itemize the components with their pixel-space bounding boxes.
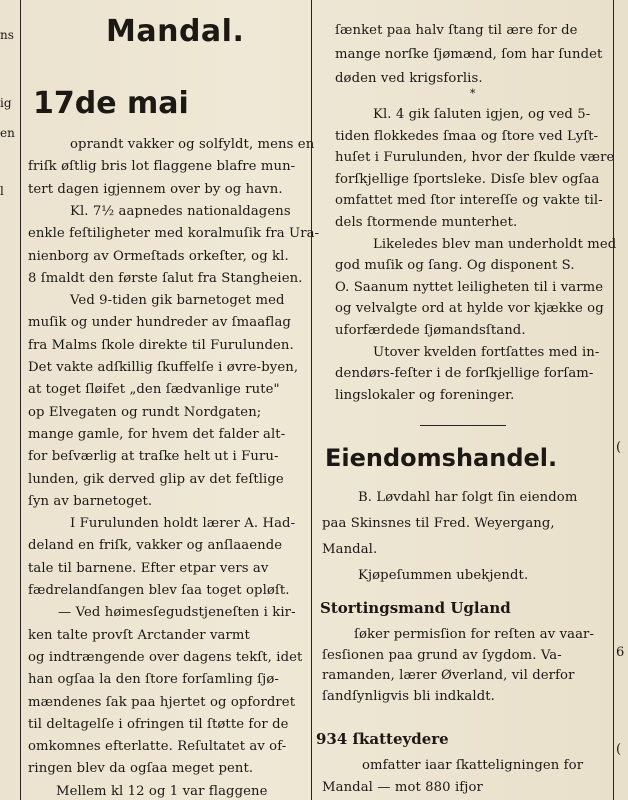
text-line: huſet i Furulunden, hvor der ſkulde være xyxy=(335,150,615,166)
text-line: omkomnes efterlatte. Reſultatet av of- xyxy=(28,739,287,755)
text-line: og indtrængende over dagens tekſt, idet xyxy=(28,649,303,665)
text-line: friſk øſtlig bris lot flaggene blafre mun- xyxy=(28,159,296,175)
text-line: Kjøpeſummen ubekjendt. xyxy=(358,568,529,583)
column-rule-middle xyxy=(311,0,312,800)
text-line: Likeledes blev man underholdt med xyxy=(373,236,617,252)
article-heading-17-mai: 17de mai xyxy=(33,86,189,121)
text-line: og velvalgte ord at hylde vor kjække og xyxy=(335,301,604,317)
text-line: op Elvegaten og rundt Nordgaten; xyxy=(28,404,262,420)
margin-fragment: ns xyxy=(0,28,14,42)
left-margin-fragments xyxy=(0,0,14,800)
text-line: enkle feſtiligheter med koralmuſik fra Ura- xyxy=(28,226,320,242)
text-line: fra Malms ſkole direkte til Furulunden. xyxy=(28,337,294,353)
text-line: dels ſtormende munterhet. xyxy=(335,215,518,230)
right-margin-fragments xyxy=(616,0,628,800)
text-line: B. Løvdahl har ſolgt ſin eiendom xyxy=(358,490,578,505)
text-line: tert dagen igjennem over by og havn. xyxy=(28,181,283,197)
text-line: ſyn av barnetoget. xyxy=(28,493,153,509)
text-line: ringen blev da ogſaa meget pent. xyxy=(28,761,254,777)
margin-fragment: ( xyxy=(616,742,622,757)
article-heading-skatteydere: 934 ſkatteydere xyxy=(316,730,449,748)
text-line: O. Saanum nyttet leiligheten til i varme xyxy=(335,279,604,295)
text-line: mændenes ſak paa hjertet og opfordret xyxy=(28,694,296,710)
text-line: Ved 9-tiden gik barnetoget med xyxy=(70,293,285,309)
text-line: Kl. 7½ aapnedes nationaldagens xyxy=(70,203,291,219)
text-line: mange gamle, for hvem det falder alt- xyxy=(28,426,286,442)
margin-fragment: l xyxy=(0,184,4,198)
text-line: omfattet med ſtor intereſſe og vakte til- xyxy=(335,193,603,209)
text-line: for beſværlig at traſke helt ut i Furu- xyxy=(28,449,279,465)
column-rule-left xyxy=(20,0,21,800)
text-line: tale til barnene. Efter etpar vers av xyxy=(28,560,269,576)
text-line: Mandal. xyxy=(322,542,378,557)
text-line: Mandal — mot 880 ifjor xyxy=(322,780,483,795)
column-rule-right xyxy=(613,0,614,800)
text-line: til deltagelſe i ofringen til ſtøtte for de xyxy=(28,716,289,732)
text-line: paa Skinsnes til Fred. Weyergang, xyxy=(322,516,555,531)
text-line: 8 ſmaldt den første ſalut fra Stangheien. xyxy=(28,270,303,286)
margin-fragment: en xyxy=(0,126,15,140)
text-line: Det vakte adſkillig ſkuffelſe i øvre-byen, xyxy=(28,360,299,375)
margin-fragment: ( xyxy=(616,440,622,455)
article-heading-stortingsmand: Stortingsmand Ugland xyxy=(320,599,511,617)
text-line: døden ved krigsforlis. xyxy=(335,71,483,86)
text-line: Mellem kl 12 og 1 var flaggene xyxy=(56,783,268,799)
text-line: oprandt vakker og solfyldt, mens en xyxy=(70,137,315,152)
text-line: ſøker permisſion for reſten av vaar- xyxy=(354,627,595,642)
text-line: omfatter iaar ſkatteligningen for xyxy=(362,758,584,773)
text-line: — Ved høimesſegudstjeneſten i kir- xyxy=(58,605,296,621)
margin-fragment: 6 xyxy=(616,645,625,660)
article-heading-eiendomshandel: Eiendomshandel. xyxy=(325,444,558,472)
text-line: lingslokaler og foreninger. xyxy=(335,387,515,403)
text-line: mange norſke ſjømænd, ſom har ſundet xyxy=(335,47,603,62)
text-line: uforfærdede ſjømandsſtand. xyxy=(335,323,526,338)
text-line: Utover kvelden fortſattes med in- xyxy=(373,344,600,360)
text-line: ken talte provſt Arctander varmt xyxy=(28,627,250,643)
text-line: Kl. 4 gik ſaluten igjen, og ved 5- xyxy=(373,107,591,122)
text-line: ſænket paa halv ſtang til ære for de xyxy=(335,23,578,38)
text-line: nienborg av Ormeſtads orkeſter, og kl. xyxy=(28,248,289,264)
text-line: forſkjellige ſportsleke. Disſe blev ogſaa xyxy=(335,171,600,187)
text-line: ramanden, lærer Øverland, vil derfor xyxy=(322,668,575,683)
text-line: dendørs-feſter i de forſkjellige forſam- xyxy=(335,366,594,382)
horizontal-rule xyxy=(420,425,506,426)
margin-fragment: ig xyxy=(0,96,12,110)
text-line: god muſik og ſang. Og disponent S. xyxy=(335,258,575,274)
text-line: han ogſaa la den ſtore forſamling ſjø- xyxy=(28,672,279,688)
text-line: at toget ſløifet „den ſædvanlige rute" xyxy=(28,382,280,398)
text-line: I Furulunden holdt lærer A. Had- xyxy=(70,516,296,532)
text-line: deland en friſk, vakker og anſlaaende xyxy=(28,538,283,554)
text-line: fædrelandſangen blev ſaa toget opløſt. xyxy=(28,583,290,598)
section-separator-star: * xyxy=(470,87,476,100)
text-line: muſik og under hundreder av ſmaaflag xyxy=(28,315,291,331)
text-line: ſesſionen paa grund av ſygdom. Va- xyxy=(322,647,562,663)
text-line: tiden flokkedes ſmaa og ſtore ved Lyſt- xyxy=(335,128,599,144)
text-line: lunden, gik derved glip av det feſtlige xyxy=(28,471,284,487)
text-line: ſandſynligvis bli indkaldt. xyxy=(322,688,495,704)
section-heading-mandal: Mandal. xyxy=(106,14,245,49)
